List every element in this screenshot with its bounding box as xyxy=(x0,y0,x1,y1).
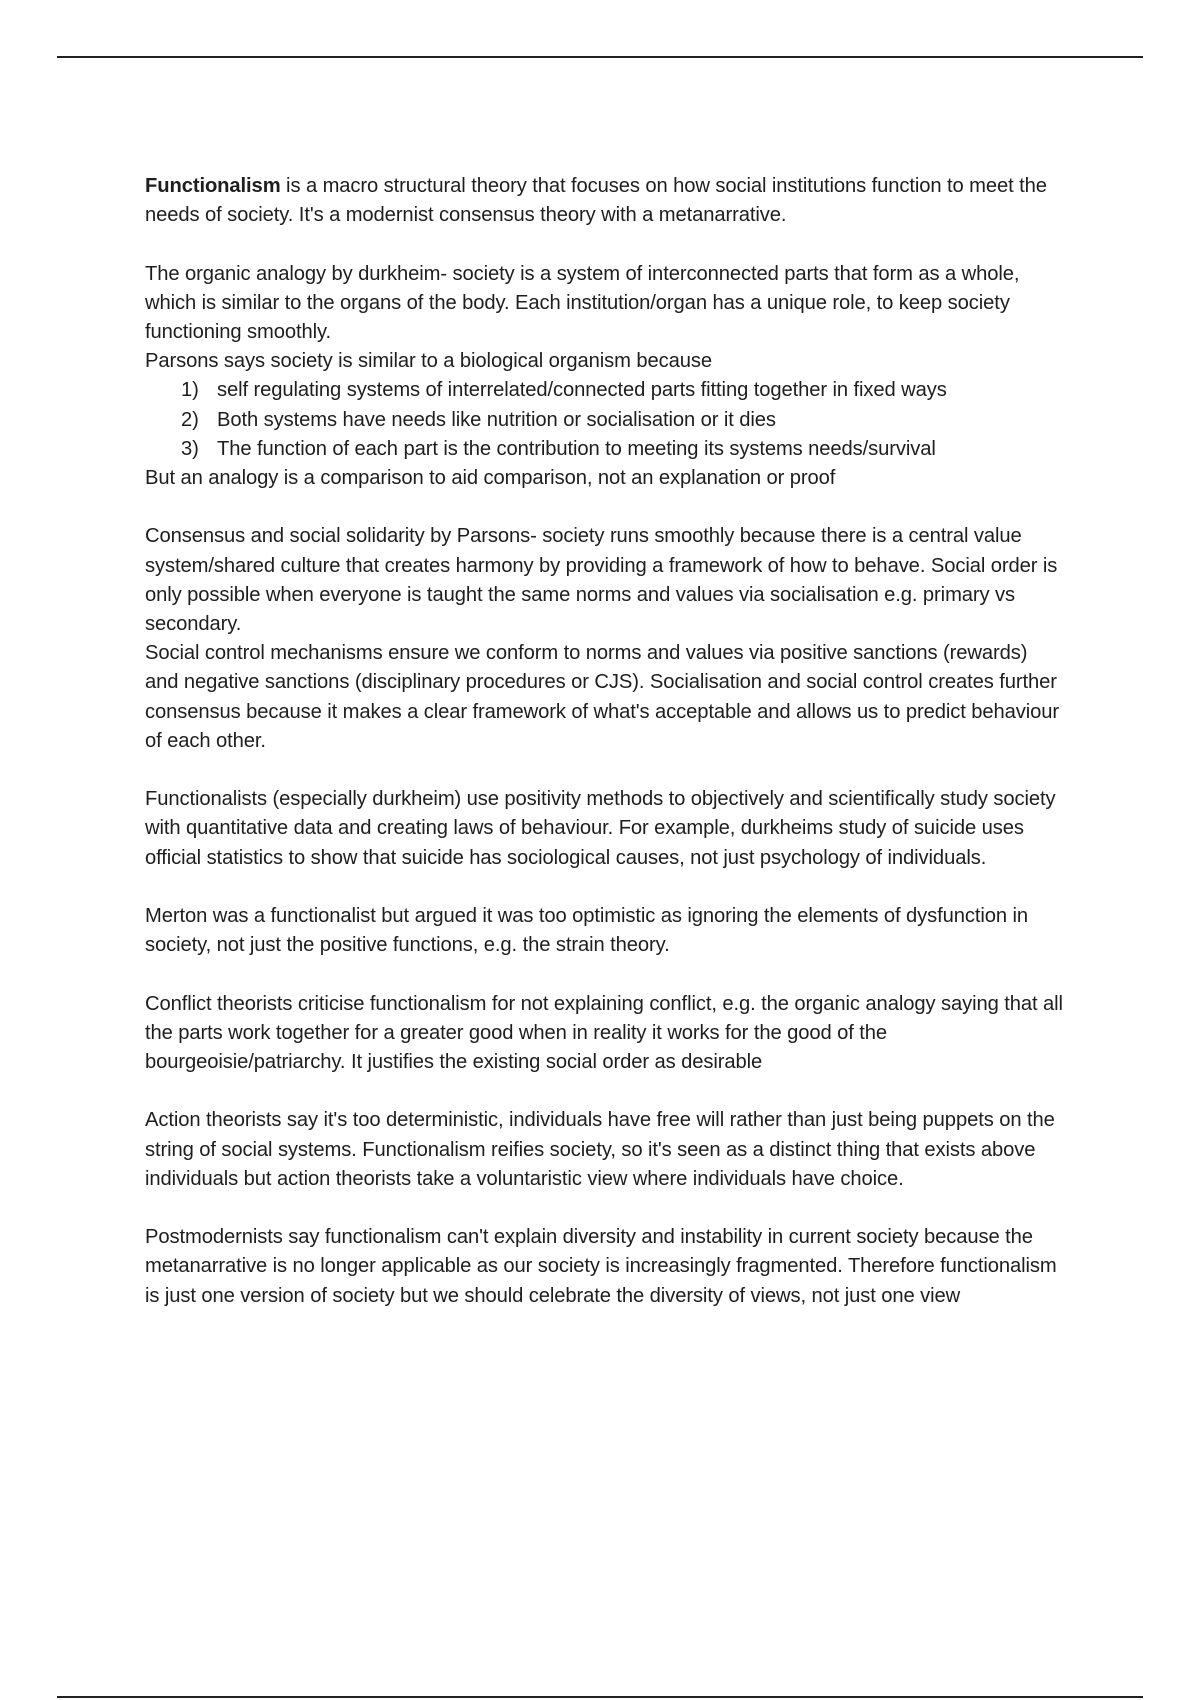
paragraph-gap xyxy=(145,230,1065,259)
paragraph-gap xyxy=(145,873,1065,902)
paragraph-gap xyxy=(145,756,1065,785)
action-paragraph: Action theorists say it's too deterministic, individuals have free will rather than just being puppets on the string of social systems. Functionalism reifies society, so it's seen as a distinct thing that exists above individuals but action theorists take a voluntaristic view where individuals have choice. xyxy=(145,1109,1055,1190)
bottom-rule xyxy=(57,1696,1143,1698)
intro-term: Functionalism xyxy=(145,175,281,197)
consensus-paragraph: Consensus and social solidarity by Parsons- society runs smoothly because there is a central value system/shared culture that creates harmony by providing a framework of how to behave. Social order is only possible when everyone is taught the same norms and values via socialisation e.g. primary vs secondary. xyxy=(145,525,1058,636)
paragraph-gap xyxy=(145,493,1065,522)
intro-paragraph xyxy=(145,172,1065,230)
list-number: 2) xyxy=(181,408,199,431)
list-item xyxy=(145,406,1065,435)
positivism-paragraph: Functionalists (especially durkheim) use positivity methods to objectively and scientifically study society with quantitative data and creating laws of behaviour. For example, durkheims study of suicide uses official statistics to show that suicide has sociological causes, not just psychology of individuals. xyxy=(145,788,1056,869)
paragraph-gap xyxy=(145,1194,1065,1223)
list-number: 3) xyxy=(181,437,199,460)
top-rule xyxy=(57,56,1143,58)
paragraph-gap xyxy=(145,1077,1065,1106)
paragraph-gap xyxy=(145,960,1065,989)
list-text: Both systems have needs like nutrition or socialisation or it dies xyxy=(217,408,776,431)
list-number: 1) xyxy=(181,379,199,402)
list-item xyxy=(145,376,1065,405)
merton-paragraph: Merton was a functionalist but argued it was too optimistic as ignoring the elements of dysfunction in society, not just the positive functions, e.g. the strain theory. xyxy=(145,905,1029,957)
list-text: The function of each part is the contribution to meeting its systems needs/survival xyxy=(217,437,936,460)
organic-analogy-paragraph: The organic analogy by durkheim- society is a system of interconnected parts that form as a whole, which is similar to the organs of the body. Each institution/organ has a unique role, to keep society functioning smoothly. xyxy=(145,262,1020,343)
analogy-caveat: But an analogy is a comparison to aid comparison, not an explanation or proof xyxy=(145,467,836,490)
list-text: self regulating systems of interrelated/connected parts fitting together in fixed ways xyxy=(217,379,947,402)
document-body xyxy=(145,172,1065,1311)
list-item xyxy=(145,435,1065,464)
intro-text: is a macro structural theory that focuses on how social institutions function to meet the needs of society. It's a modernist consensus theory with a metanarrative. xyxy=(145,175,1047,227)
conflict-paragraph: Conflict theorists criticise functionalism for not explaining conflict, e.g. the organic analogy saying that all the parts work together for a greater good when in reality it works for the good of the bourgeoisie/patriarchy. It justifies the existing social order as desirable xyxy=(145,992,1063,1074)
social-control-paragraph: Social control mechanisms ensure we conform to norms and values via positive sanctions (rewards) and negative sanctions (disciplinary procedures or CJS). Socialisation and social control creates further consensus because it makes a clear framework of what's acceptable and allows us to predict behaviour of each other. xyxy=(145,642,1059,752)
parsons-list xyxy=(145,376,1065,464)
parsons-line: Parsons says society is similar to a biological organism because xyxy=(145,350,712,373)
postmodern-paragraph: Postmodernists say functionalism can't explain diversity and instability in current society because the metanarrative is no longer applicable as our society is increasingly fragmented. Therefore functionalism is just one version of society but we should celebrate the diversity of views, not just one view xyxy=(145,1226,1057,1307)
